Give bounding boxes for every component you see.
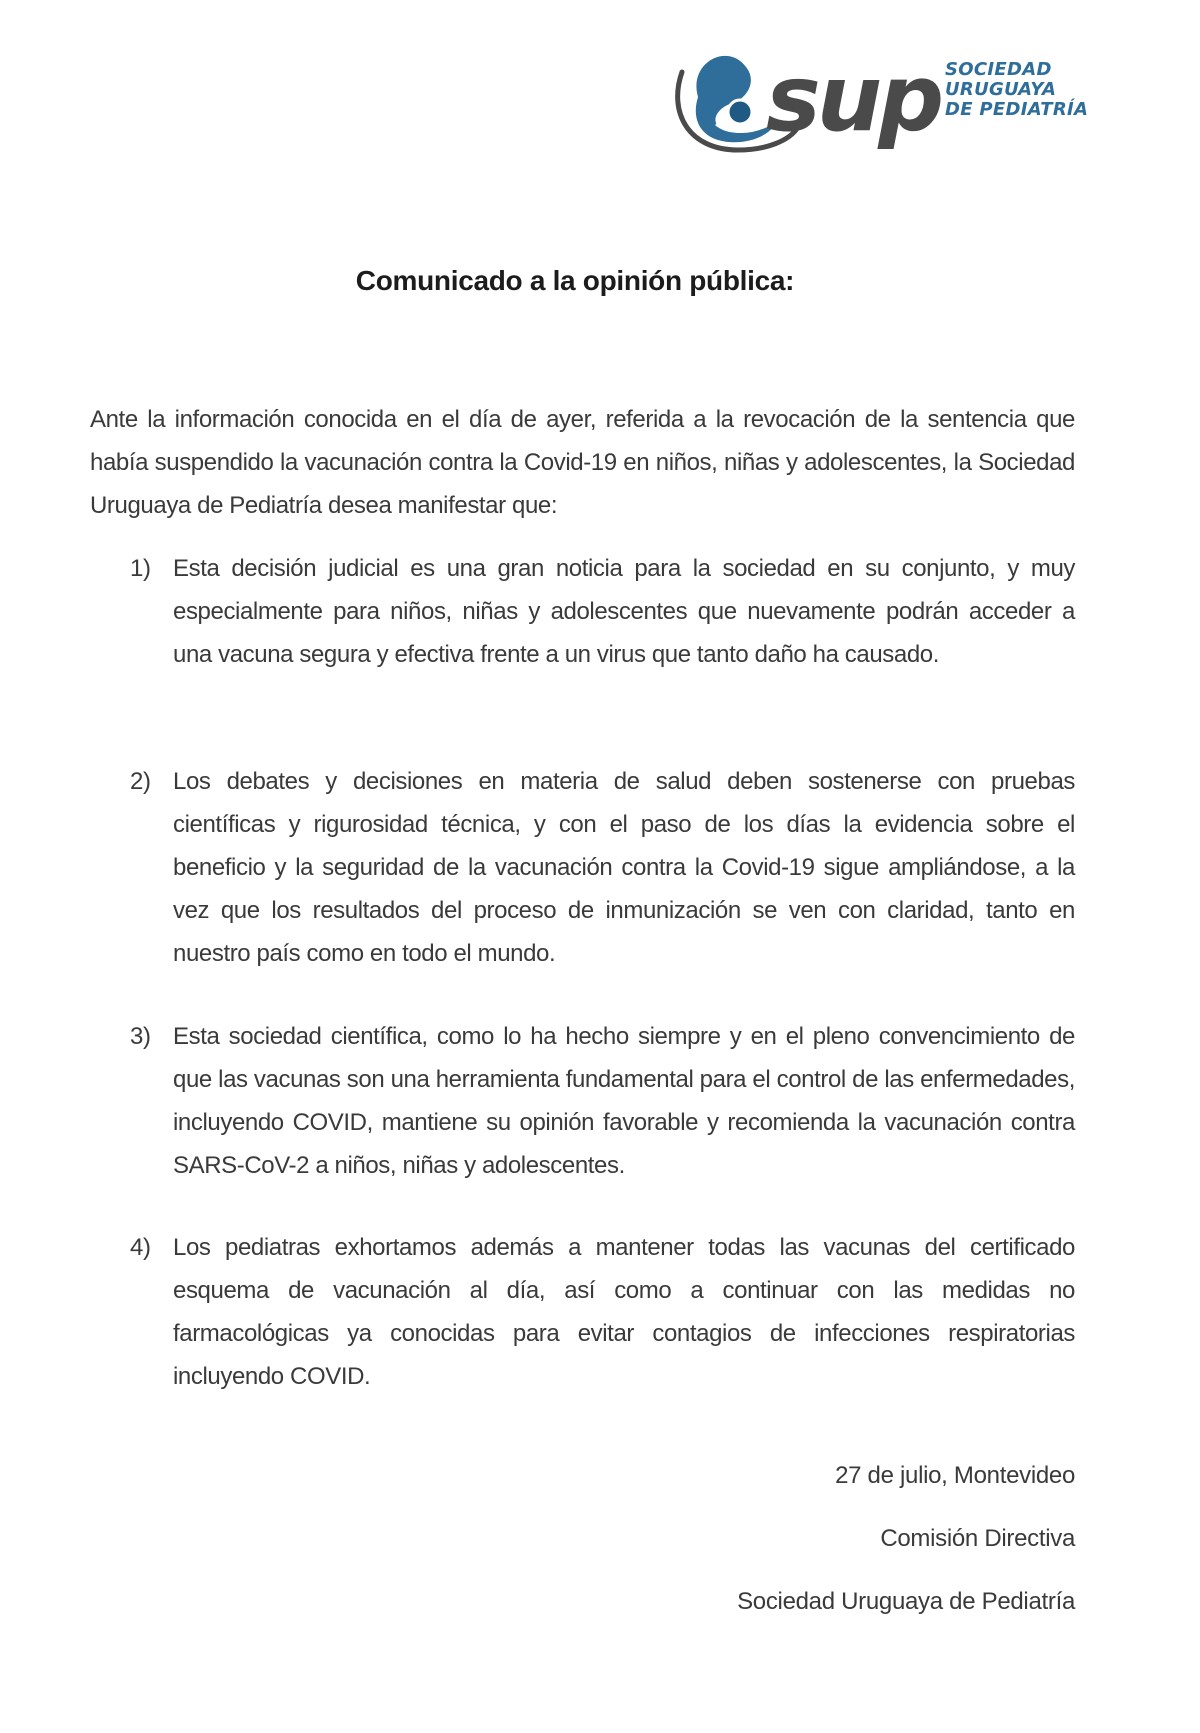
signature-organization: Sociedad Uruguaya de Pediatría: [737, 1588, 1075, 1615]
list-item-number: 2): [130, 768, 151, 795]
logo-name-line-2: URUGUAYA: [945, 79, 1057, 100]
list-item-number: 1): [130, 555, 151, 582]
logo-name: [945, 60, 1088, 120]
list-item: [130, 1015, 1075, 1187]
list-item-number: 3): [130, 1023, 151, 1050]
list-item-text: Esta decisión judicial es una gran noticia para la sociedad en su conjunto, y muy especialmente para niños, niñas y adolescentes que nuevamente podrán acceder a una vacuna segura y efectiva frente a un virus que tanto daño ha causado.: [173, 555, 1075, 668]
signature-body: Comisión Directiva: [880, 1525, 1075, 1552]
list-item-text: Los pediatras exhortamos además a mantener todas las vacunas del certificado esquema de vacunación al día, así como a continuar con las medidas no farmacológicas ya conocidas para evitar contagios de infecciones respiratorias incluyendo COVID.: [173, 1234, 1075, 1390]
list-item-text: Esta sociedad científica, como lo ha hecho siempre y en el pleno convencimiento de que las vacunas son una herramienta fundamental para el control de las enfermedades, incluyendo COVID, mantiene su opinión favorable y recomienda la vacunación contra SARS-CoV-2 a niños, niñas y adolescentes.: [173, 1023, 1075, 1179]
list-item-text: Los debates y decisiones en materia de salud deben sostenerse con pruebas científicas y rigurosidad técnica, y con el paso de los días la evidencia sobre el beneficio y la seguridad de la vacunación contra la Covid-19 sigue ampliándose, a la vez que los resultados del proceso de inmunización se ven con claridad, tanto en nuestro país como en todo el mundo.: [173, 768, 1075, 967]
list-item-number: 4): [130, 1234, 151, 1261]
sup-logo-mark-icon: [668, 42, 948, 157]
logo-name-line-3: DE PEDIATRÍA: [945, 99, 1089, 120]
document-title: Comunicado a la opinión pública:: [355, 265, 795, 296]
list-item: [130, 760, 1075, 975]
list-item: [130, 1226, 1075, 1398]
logo-acronym: sup: [766, 45, 941, 152]
logo-name-line-1: SOCIEDAD: [945, 59, 1052, 80]
intro-paragraph: Ante la información conocida en el día de ayer, referida a la revocación de la sentencia que había suspendido la vacunación contra la Covid-19 en niños, niñas y adolescentes, la Sociedad Uruguaya de Pediatría desea manifestar que:: [90, 406, 1075, 519]
list-item: [130, 547, 1075, 676]
signature-date-place: 27 de julio, Montevideo: [835, 1462, 1075, 1489]
